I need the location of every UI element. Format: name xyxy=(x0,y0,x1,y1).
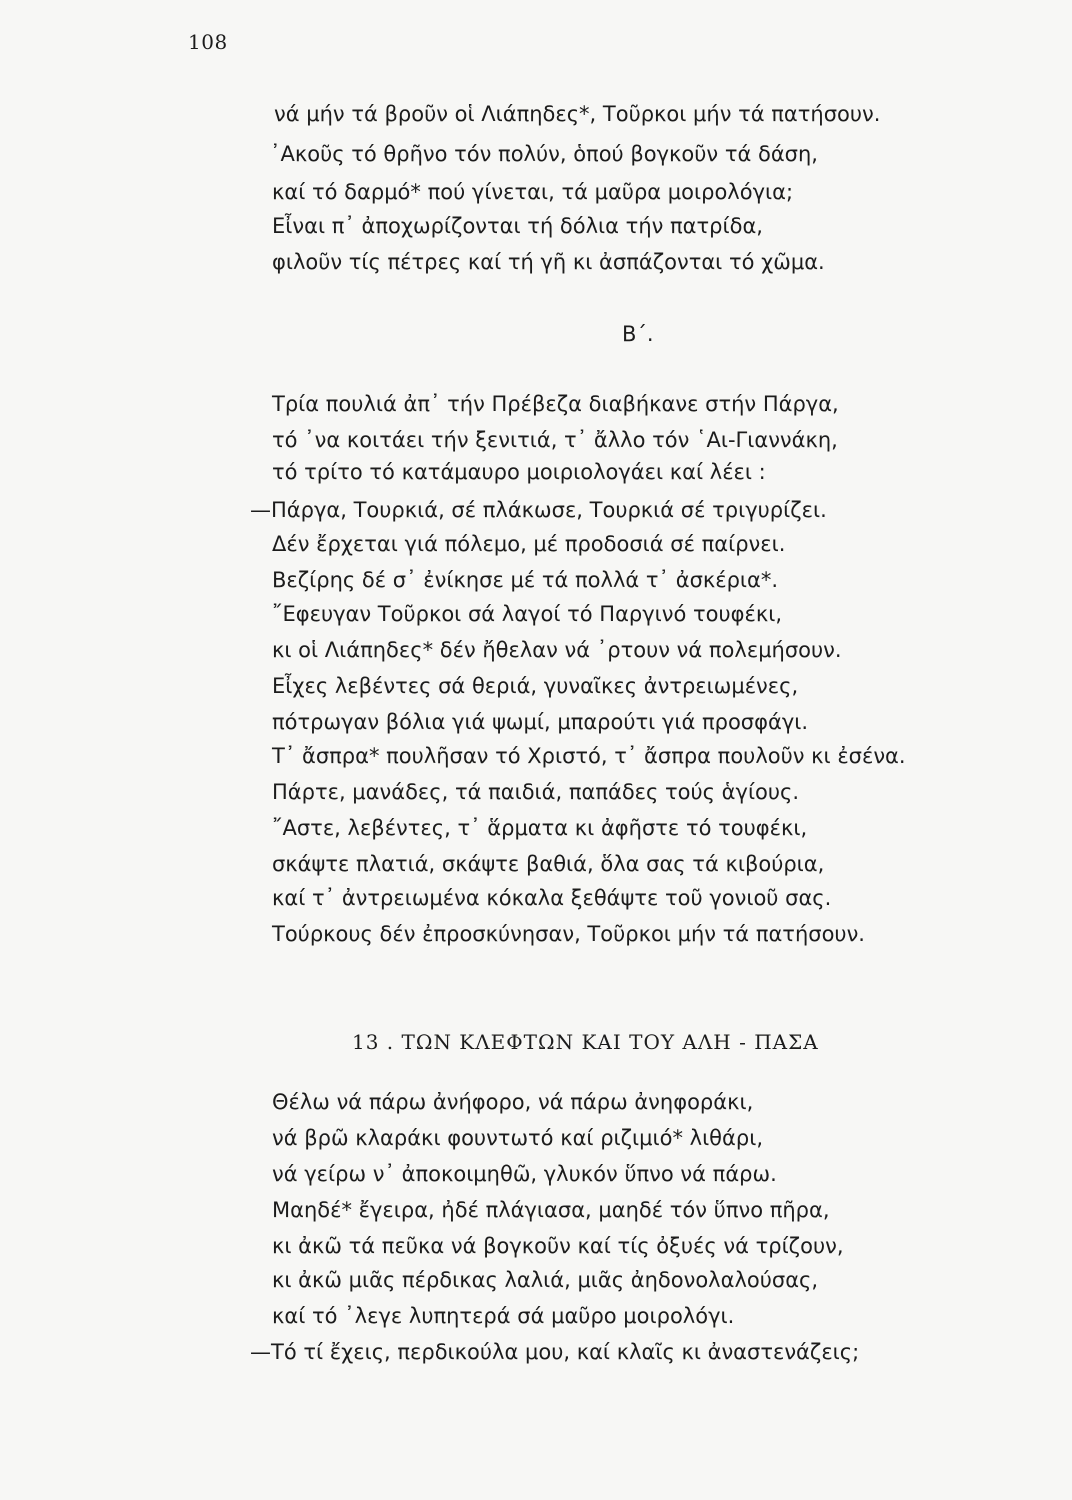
poem-line: ῎Εφευγαν Τοῦρκοι σά λαγοί τό Παργινό τουφέκι, xyxy=(272,602,783,626)
poem-line: Εἶναι π᾿ ἀποχωρίζονται τή δόλια τήν πατρίδα, xyxy=(272,214,763,238)
poem-line: νά γείρω ν᾿ ἀποκοιμηθῶ, γλυκόν ὕπνο νά πάρω. xyxy=(272,1162,777,1186)
poem-line: ᾿Ακοῦς τό θρῆνο τόν πολύν, ὁπού βογκοῦν τά δάση, xyxy=(270,142,818,166)
poem-line: Εἶχες λεβέντες σά θεριά, γυναῖκες ἀντρειωμένες, xyxy=(272,674,799,698)
poem-line: Βεζίρης δέ σ᾿ ἐνίκησε μέ τά πολλά τ᾿ ἀσκέρια*. xyxy=(272,568,779,592)
poem-line: —Πάργα, Τουρκιά, σέ πλάκωσε, Τουρκιά σέ τριγυρίζει. xyxy=(250,498,827,522)
poem-line: πότρωγαν βόλια γιά ψωμί, μπαρούτι γιά προσφάγι. xyxy=(272,710,809,734)
poem-line: —Τό τί ἔχεις, περδικούλα μου, καί κλαῖς κι ἀναστενάζεις; xyxy=(250,1340,860,1364)
poem-line: Τούρκους δέν ἐπροσκύνησαν, Τοῦρκοι μήν τά πατήσουν. xyxy=(272,922,865,946)
poem-line: νά βρῶ κλαράκι φουντωτό καί ριζιμιό* λιθάρι, xyxy=(272,1126,763,1150)
poem-line: τό τρίτο τό κατάμαυρο μοιριολογάει καί λέει : xyxy=(272,460,766,484)
poem-line: κι ἀκῶ μιᾶς πέρδικας λαλιά, μιᾶς ἀηδονολαλούσας, xyxy=(272,1268,819,1292)
page-number: 108 xyxy=(188,30,228,54)
poem-line: Μαηδέ* ἔγειρα, ἠδέ πλάγιασα, μαηδέ τόν ὕπνο πῆρα, xyxy=(272,1198,830,1222)
section-b-mark: Β΄. xyxy=(622,322,654,346)
poem-line: καί τό δαρμό* πού γίνεται, τά μαῦρα μοιρολόγια; xyxy=(272,180,794,204)
poem-line: φιλοῦν τίς πέτρες καί τή γῆ κι ἀσπάζονται τό χῶμα. xyxy=(272,250,825,274)
poem-line: σκάψτε πλατιά, σκάψτε βαθιά, ὅλα σας τά κιβούρια, xyxy=(272,852,825,876)
poem-line: Πάρτε, μανάδες, τά παιδιά, παπάδες τούς ἁγίους. xyxy=(272,780,800,804)
poem-line: Τ᾿ ἄσπρα* πουλῆσαν τό Χριστό, τ᾿ ἄσπρα πουλοῦν κι ἐσένα. xyxy=(272,744,906,768)
poem-line: καί τ᾿ ἀντρειωμένα κόκαλα ξεθάψτε τοῦ γονιοῦ σας. xyxy=(272,886,832,910)
poem-line: Δέν ἔρχεται γιά πόλεμο, μέ προδοσιά σέ παίρνει. xyxy=(272,532,786,556)
poem-line: καί τό ᾿λεγε λυπητερά σά μαῦρο μοιρολόγι. xyxy=(272,1304,735,1328)
poem-line: νά μήν τά βροῦν οἱ Λιάπηδες*, Τοῦρκοι μήν τά πατήσουν. xyxy=(274,102,881,126)
poem-line: ῎Αστε, λεβέντες, τ᾿ ἅρματα κι ἀφῆστε τό τουφέκι, xyxy=(272,816,808,840)
poem-line: Θέλω νά πάρω ἀνήφορο, νά πάρω ἀνηφοράκι, xyxy=(272,1090,754,1114)
section-heading: 13 . ΤΩΝ ΚΛΕΦΤΩΝ ΚΑΙ ΤΟΥ ΑΛΗ - ΠΑΣΑ xyxy=(352,1030,819,1054)
poem-line: τό ᾿να κοιτάει τήν ξενιτιά, τ᾿ ἄλλο τόν ῾Αι-Γιαννάκη, xyxy=(272,428,838,452)
poem-line: κι ἀκῶ τά πεῦκα νά βογκοῦν καί τίς ὀξυές νά τρίζουν, xyxy=(272,1234,844,1258)
poem-line: Τρία πουλιά ἀπ᾿ τήν Πρέβεζα διαβήκανε στήν Πάργα, xyxy=(272,392,839,416)
poem-line: κι οἱ Λιάπηδες* δέν ἤθελαν νά ᾿ρτουν νά πολεμήσουν. xyxy=(272,638,842,662)
